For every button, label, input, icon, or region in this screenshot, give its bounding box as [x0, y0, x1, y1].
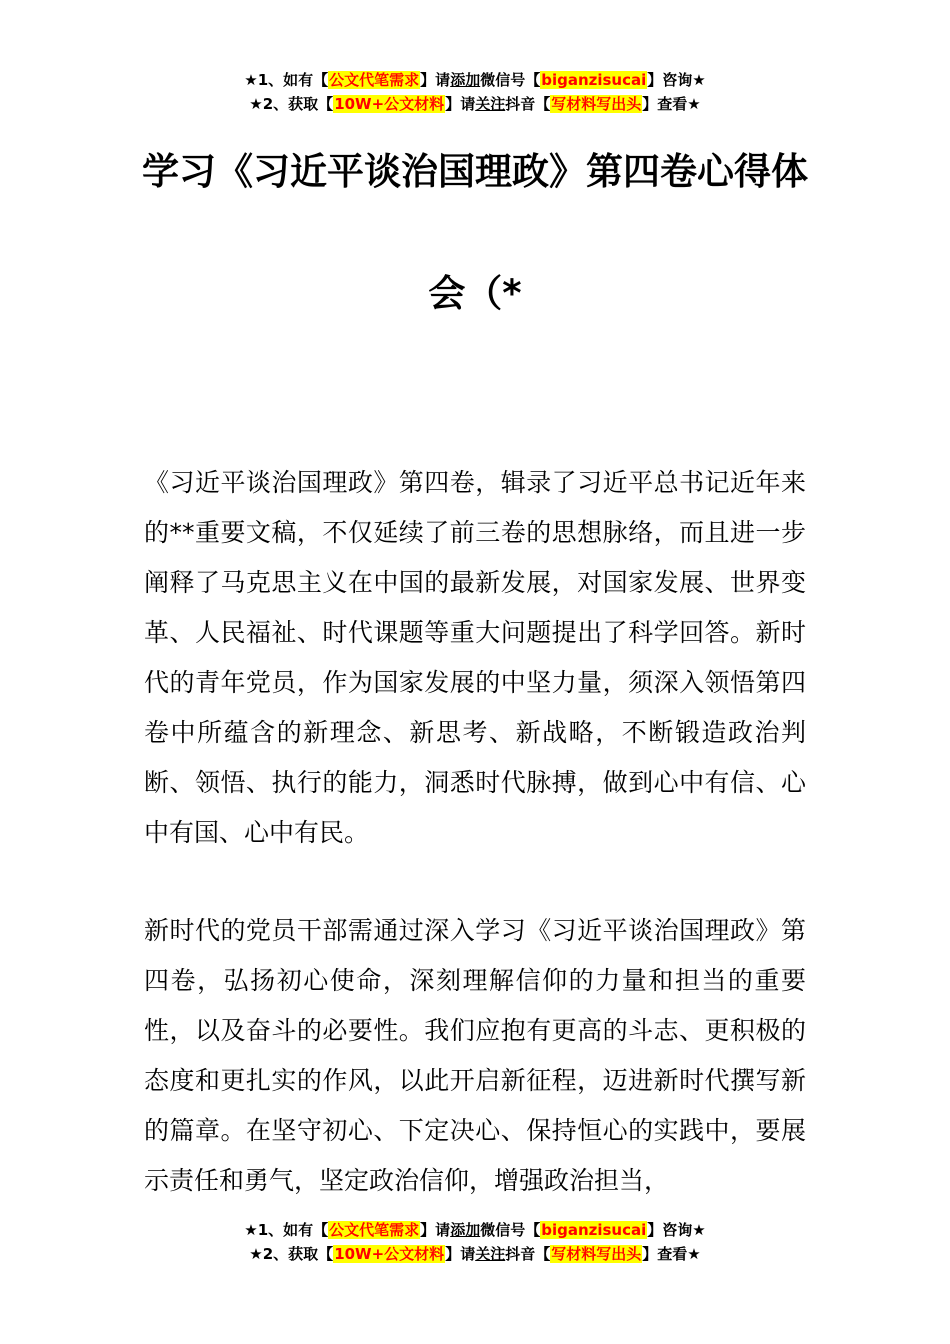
- promo-highlight: 10W+公文材料: [334, 95, 445, 113]
- document-title-line-1: 学习《习近平谈治国理政》第四卷心得体: [142, 150, 808, 193]
- promo-douyin-id: 写材料写出头: [551, 95, 642, 113]
- promo-line-1: ★1、如有【公文代笔需求】请添加微信号【biganzisucai】咨询★: [244, 71, 706, 89]
- promo-douyin-id: 写材料写出头: [551, 1245, 642, 1263]
- promo-highlight: 公文代笔需求: [329, 71, 420, 89]
- promo-wechat-id: biganzisucai: [541, 1221, 647, 1239]
- promo-highlight: 公文代笔需求: [329, 1221, 420, 1239]
- promo-line-1: ★1、如有【公文代笔需求】请添加微信号【biganzisucai】咨询★: [244, 1221, 706, 1239]
- document-title-line-2: 会（*: [428, 272, 522, 315]
- body-paragraph-1: 《习近平谈治国理政》第四卷，辑录了习近平总书记近年来的**重要文稿，不仅延续了前三卷的思想脉络，而且进一步阐释了马克思主义在中国的最新发展，对国家发展、世界变革、人民福祉、时代课题等重大问题提出了科学回答。新时代的青年党员，作为国家发展的中坚力量，须深入领悟第四卷中所蕴含的新理念、新思考、新战略，不断锻造政治判断、领悟、执行的能力，洞悉时代脉搏，做到心中有信、心中有国、心中有民。: [144, 468, 806, 847]
- promo-wechat-id: biganzisucai: [541, 71, 647, 89]
- promo-footer: [0, 1218, 950, 1266]
- promo-line-2: ★2、获取【10W+公文材料】请关注抖音【写材料写出头】查看★: [249, 1245, 701, 1263]
- body-paragraph-2: 新时代的党员干部需通过深入学习《习近平谈治国理政》第四卷，弘扬初心使命，深刻理解信仰的力量和担当的重要性，以及奋斗的必要性。我们应抱有更高的斗志、更积极的态度和更扎实的作风，以此开启新征程，迈进新时代撰写新的篇章。在坚守初心、下定决心、保持恒心的实践中，要展示责任和勇气，坚定政治信仰，增强政治担当，: [144, 916, 806, 1195]
- promo-header: [0, 68, 950, 116]
- promo-highlight: 10W+公文材料: [334, 1245, 445, 1263]
- promo-line-2: ★2、获取【10W+公文材料】请关注抖音【写材料写出头】查看★: [249, 95, 701, 113]
